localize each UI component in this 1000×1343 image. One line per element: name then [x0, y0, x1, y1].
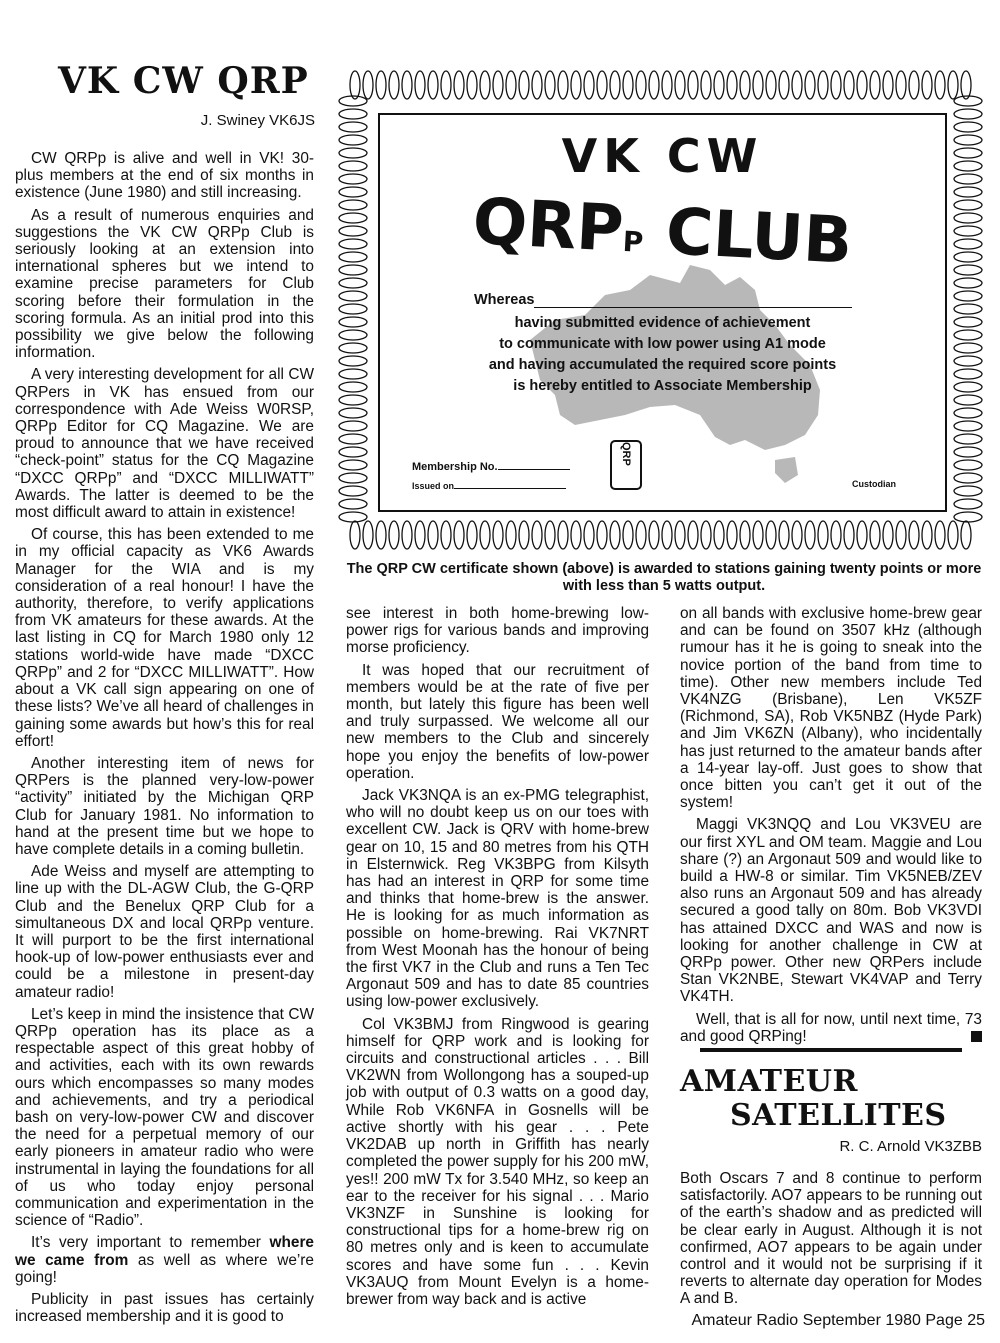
border-loop	[922, 71, 932, 99]
border-loop	[792, 71, 802, 99]
border-loop	[954, 356, 982, 366]
article-paragraph-closing: Well, that is all for now, until next time, 73 and good QRPing!	[680, 1010, 982, 1045]
border-loop	[350, 521, 360, 549]
border-loop	[339, 447, 367, 457]
article-paragraph-important: It’s very important to remember where we came from as well as where we’re going!	[15, 1234, 314, 1286]
satellites-title: AMATEUR SATELLITES	[680, 1064, 947, 1133]
certificate-text-line: is hereby entitled to Associate Membership	[513, 378, 812, 394]
border-loop	[954, 447, 982, 457]
border-loop	[339, 317, 367, 327]
border-loop	[954, 200, 982, 210]
border-loop	[610, 71, 620, 99]
border-loop	[922, 521, 932, 549]
border-loop	[954, 395, 982, 405]
border-loop	[558, 71, 568, 99]
border-loop	[649, 521, 659, 549]
border-loop	[467, 71, 477, 99]
article-paragraph: Another interesting item of news for QRPers is the planned very-low-power “activity” initiated by the Michigan QRP Club for January 1981. No information to hand at the present time but we hope to have complete details in a coming bulletin.	[15, 754, 314, 858]
border-loop	[597, 521, 607, 549]
border-loop	[961, 71, 971, 99]
border-loop	[339, 122, 367, 132]
border-loop	[339, 265, 367, 275]
border-loop	[363, 521, 373, 549]
border-loop	[954, 239, 982, 249]
border-loop	[766, 521, 776, 549]
border-loop	[954, 213, 982, 223]
border-loop	[350, 71, 360, 99]
border-loop	[339, 252, 367, 262]
certificate-text-line: and having accumulated the required score points	[488, 357, 837, 373]
certificate	[333, 65, 988, 555]
border-loop	[818, 521, 828, 549]
article-byline: J. Swiney VK6JS	[200, 112, 315, 129]
border-loop	[896, 71, 906, 99]
border-loop	[339, 512, 367, 522]
border-loop	[339, 486, 367, 496]
border-loop	[584, 521, 594, 549]
border-loop	[805, 521, 815, 549]
border-loop	[954, 408, 982, 418]
certificate-text-line: to communicate with low power using A1 mode	[499, 336, 826, 352]
border-loop	[339, 473, 367, 483]
border-loop	[896, 521, 906, 549]
border-loop	[506, 521, 516, 549]
border-loop	[454, 521, 464, 549]
border-loop	[857, 521, 867, 549]
article-paragraph: Col VK3BMJ from Ringwood is gearing himself for QRP work and is looking for circuits and constructional articles . . . Bill VK2WN from Wollongong has a souped-up job with output of 0.3 watts on a good day, While Rob VK6NFA in Gosnells will be active shortly with his gear . . . Pete VK2DAB up north in Griffith has nearly completed the power supply for his 200 mW, yes!! 200 mW Tx for 3.540 MHz, so keep an ear to the receiver for his signal . . . Mario VK3NZF in Sunshine is looking for constructional tips for a home-brew rig on 80 metres only and is keen to accumulate scores and have some fun . . . Kevin VK3AUQ from Mount Evelyn is a home-brewer from way back and is active	[346, 1015, 649, 1308]
border-loop	[909, 71, 919, 99]
border-loop	[339, 304, 367, 314]
border-loop	[339, 421, 367, 431]
satellites-paragraph: Both Oscars 7 and 8 continue to perform satisfactorily. AO7 appears to be running out of the earth’s shadow and as predicted will be clear early in August. Although it is not confirmed, AO7 appears to be again under control and it would not be surprising if it reverts to alternate day operation for Modes A and B.	[680, 1170, 982, 1308]
border-loop	[954, 512, 982, 522]
border-loop	[727, 521, 737, 549]
border-loop	[339, 330, 367, 340]
border-loop	[954, 369, 982, 379]
border-loop	[545, 521, 555, 549]
article-paragraph: As a result of numerous enquiries and suggestions the VK CW QRPp Club is seriously looking at an extension into international spheres but we intend to examine precise parameters for Club scoring before their formulation in the scoring formula. As an initial prod into this possibility we give below the following information.	[15, 206, 314, 362]
border-loop	[339, 226, 367, 236]
border-loop	[519, 71, 529, 99]
border-loop	[766, 71, 776, 99]
section-divider	[700, 1048, 962, 1052]
border-loop	[571, 71, 581, 99]
border-loop	[339, 356, 367, 366]
border-loop	[571, 521, 581, 549]
border-loop	[389, 71, 399, 99]
border-loop	[954, 460, 982, 470]
border-loop	[954, 187, 982, 197]
article-paragraph: Of course, this has been extended to me in my official capacity as VK6 Awards Manager for the WIA and is my consideration of a real honour! I have the authority, therefore, to verify applications from VK amateurs for these awards. At the last listing in CQ for March 1980 only 12 stations world-wide have made “DXCC QRPp” and 2 for “DXCC MILLIWATT”. How about a VK call sign appearing on one of these lists? We’ve all heard of challenges in gaining some awards but how’s this for real effort!	[15, 526, 314, 750]
border-loop	[954, 226, 982, 236]
border-loop	[428, 71, 438, 99]
article-column-1	[15, 150, 314, 1330]
certificate-caption: The QRP CW certificate shown (above) is awarded to stations gaining twenty points or more with less than 5 watts output.	[346, 561, 982, 594]
border-loop	[688, 521, 698, 549]
border-loop	[883, 521, 893, 549]
border-loop	[623, 521, 633, 549]
border-loop	[688, 71, 698, 99]
border-loop	[532, 521, 542, 549]
border-loop	[623, 71, 633, 99]
qrp-logo: QRP	[610, 440, 642, 490]
border-loop	[954, 109, 982, 119]
article-paragraph: on all bands with exclusive home-brew gear and can be found on 3507 kHz (although rumour has it he is going to sneak into the novice portion of the band from time to time). Other new members include Ted VK4NZG (Brisbane), Len VK5ZF (Richmond, SA), Rob VK5NBZ (Hyde Park) and Jim VK6ZN (Albany), who incidentally has just returned to the amateur bands after a 14-year lay-off. Just goes to show that once bitten you can’t get it out of the system!	[680, 605, 982, 812]
border-loop	[954, 291, 982, 301]
end-mark-icon	[971, 1031, 982, 1042]
article-paragraph: see interest in both home-brewing low-power rigs for various bands and improving morse proficiency.	[346, 605, 649, 657]
satellites-byline: R. C. Arnold VK3ZBB	[839, 1138, 982, 1155]
border-loop	[948, 71, 958, 99]
border-loop	[662, 521, 672, 549]
border-loop	[954, 330, 982, 340]
article-paragraph: CW QRPp is alive and well in VK! 30-plus members at the end of six months in existence (June 1980) and still increasing.	[15, 150, 314, 202]
border-loop	[779, 71, 789, 99]
article-column-3	[680, 605, 982, 1050]
border-loop	[584, 71, 594, 99]
border-loop	[402, 521, 412, 549]
article-column-2	[346, 605, 649, 1313]
border-loop	[428, 521, 438, 549]
border-loop	[519, 521, 529, 549]
border-loop	[339, 499, 367, 509]
border-loop	[339, 343, 367, 353]
border-loop	[831, 71, 841, 99]
border-loop	[805, 71, 815, 99]
border-loop	[480, 71, 490, 99]
border-loop	[558, 521, 568, 549]
border-loop	[954, 278, 982, 288]
border-loop	[597, 71, 607, 99]
certificate-whereas: Whereas	[474, 292, 852, 308]
border-loop	[339, 174, 367, 184]
border-loop	[441, 521, 451, 549]
issued-on-label: Issued on	[412, 481, 566, 491]
border-loop	[954, 304, 982, 314]
border-loop	[935, 521, 945, 549]
border-loop	[662, 71, 672, 99]
border-loop	[493, 71, 503, 99]
border-loop	[389, 521, 399, 549]
border-loop	[954, 473, 982, 483]
border-loop	[857, 71, 867, 99]
border-loop	[792, 521, 802, 549]
article-paragraph: Maggi VK3NQQ and Lou VK3VEU are our first XYL and OM team. Maggie and Lou share (?) an Argonaut 509 and would like to build a HW-8 or similar. Tim VK5NEB/ZEV also runs an Argonaut 509 and has already secured a good tally on 80m. Bob VK3VDI has attained DXCC and WAS and now is looking for another challenge in CW at QRPp power. Other new QRPers include Stan VK2NBE, Stewart VK4VAP and Terry VK4TH.	[680, 816, 982, 1006]
border-loop	[883, 71, 893, 99]
border-loop	[954, 317, 982, 327]
border-loop	[339, 278, 367, 288]
border-loop	[339, 148, 367, 158]
article-paragraph: Jack VK3NQA is an ex-PMG telegraphist, who will no doubt keep us on our toes with excellent CW. Jack is QRV with home-brew gear on 10, 15 and 80 metres from his QTH in Elsternwick. Reg VK3BPG from Kilsyth has had an interest in QRP for some time and thinks that home-brew is the answer. He is looking for as much information as possible on home-brewing. Rai VK7NRT from West Moonah has the honour of being the first VK7 in the Club and runs a Ten Tec Argonaut 509 and has to date 85 countries using low-power exclusively.	[346, 787, 649, 1011]
border-loop	[954, 343, 982, 353]
border-loop	[649, 71, 659, 99]
border-loop	[954, 486, 982, 496]
border-loop	[954, 161, 982, 171]
border-loop	[339, 382, 367, 392]
border-loop	[339, 161, 367, 171]
border-loop	[954, 174, 982, 184]
article-paragraph: It was hoped that our recruitment of members would be at the rate of five per month, but lately this figure has been well and truly surpassed. We welcome all our new members to the Club and sincerely hope you enjoy the benefits of low-power operation.	[346, 661, 649, 782]
border-loop	[415, 71, 425, 99]
border-loop	[376, 71, 386, 99]
border-loop	[844, 71, 854, 99]
border-loop	[441, 71, 451, 99]
border-loop	[339, 434, 367, 444]
border-loop	[339, 200, 367, 210]
border-loop	[636, 521, 646, 549]
article-title: VK CW QRP	[58, 60, 309, 102]
border-loop	[714, 71, 724, 99]
border-loop	[339, 109, 367, 119]
certificate-panel	[378, 113, 947, 512]
border-loop	[727, 71, 737, 99]
border-loop	[870, 71, 880, 99]
border-loop	[363, 71, 373, 99]
border-loop	[636, 71, 646, 99]
border-loop	[339, 187, 367, 197]
border-loop	[714, 521, 724, 549]
border-loop	[454, 71, 464, 99]
border-loop	[701, 71, 711, 99]
border-loop	[339, 239, 367, 249]
border-loop	[870, 521, 880, 549]
border-loop	[339, 460, 367, 470]
border-loop	[376, 521, 386, 549]
border-loop	[506, 71, 516, 99]
border-loop	[954, 499, 982, 509]
article-paragraph: Publicity in past issues has certainly increased membership and it is good to	[15, 1291, 314, 1326]
border-loop	[779, 521, 789, 549]
border-loop	[740, 521, 750, 549]
satellites-column	[680, 1170, 982, 1313]
border-loop	[844, 521, 854, 549]
border-loop	[740, 71, 750, 99]
border-loop	[961, 521, 971, 549]
certificate-heading-line1: VK CW	[561, 129, 764, 183]
border-loop	[954, 252, 982, 262]
border-loop	[935, 71, 945, 99]
border-loop	[339, 213, 367, 223]
border-loop	[610, 521, 620, 549]
border-loop	[493, 521, 503, 549]
border-loop	[753, 521, 763, 549]
border-loop	[339, 395, 367, 405]
border-loop	[339, 291, 367, 301]
article-paragraph: Ade Weiss and myself are attempting to line up with the DL-AGW Club, the G-QRP Club and the Benelux QRP Club for a simultaneous DX and local QRPp venture. It will purport to be the first international hook-up of low-power enthusiasts ever and could be a milestone in present-day amateur radio!	[15, 863, 314, 1001]
border-loop	[753, 71, 763, 99]
border-loop	[545, 71, 555, 99]
border-loop	[402, 71, 412, 99]
border-loop	[415, 521, 425, 549]
border-loop	[467, 521, 477, 549]
certificate-heading-line2: QRPP CLUB	[471, 185, 854, 279]
border-loop	[954, 421, 982, 431]
border-loop	[909, 521, 919, 549]
article-paragraph: Let’s keep in mind the insistence that CW QRPp operation has its place as a respectable aspect of this great hobby of and activities, each with its own rewards ours which encompasses so many modes and achievements, and try a periodical bash on very-low-power CW and discover the need for a perpetual memory of our early pioneers in amateur radio who were instrumental in laying the foundations for all of us who today enjoy personal communication and experimentation in the science of “Radio”.	[15, 1005, 314, 1230]
border-loop	[954, 135, 982, 145]
border-loop	[339, 135, 367, 145]
border-loop	[339, 408, 367, 418]
custodian-label: Custodian	[852, 479, 896, 489]
border-loop	[954, 434, 982, 444]
border-loop	[818, 71, 828, 99]
border-loop	[339, 369, 367, 379]
page-footer: Amateur Radio September 1980 Page 25	[691, 1312, 985, 1329]
border-loop	[954, 265, 982, 275]
border-loop	[480, 521, 490, 549]
article-paragraph: A very interesting development for all CW QRPers in VK has ensued from our correspondence with Ade Weiss W0RSP, QRPp Editor for CQ Magazine. We are proud to announce that we have received “check-point” status for the CQ Magazine “DXCC QRPp” and “DXCC MILLIWATT” Awards. The latter is deemed to be the most difficult award to attain in existence!	[15, 366, 314, 522]
membership-number-label: Membership No.	[412, 461, 570, 473]
border-loop	[954, 122, 982, 132]
border-loop	[948, 521, 958, 549]
border-loop	[701, 521, 711, 549]
certificate-text-line: having submitted evidence of achievement	[514, 315, 811, 331]
border-loop	[675, 71, 685, 99]
border-loop	[954, 382, 982, 392]
border-loop	[532, 71, 542, 99]
border-loop	[954, 148, 982, 158]
border-loop	[831, 521, 841, 549]
border-loop	[675, 521, 685, 549]
